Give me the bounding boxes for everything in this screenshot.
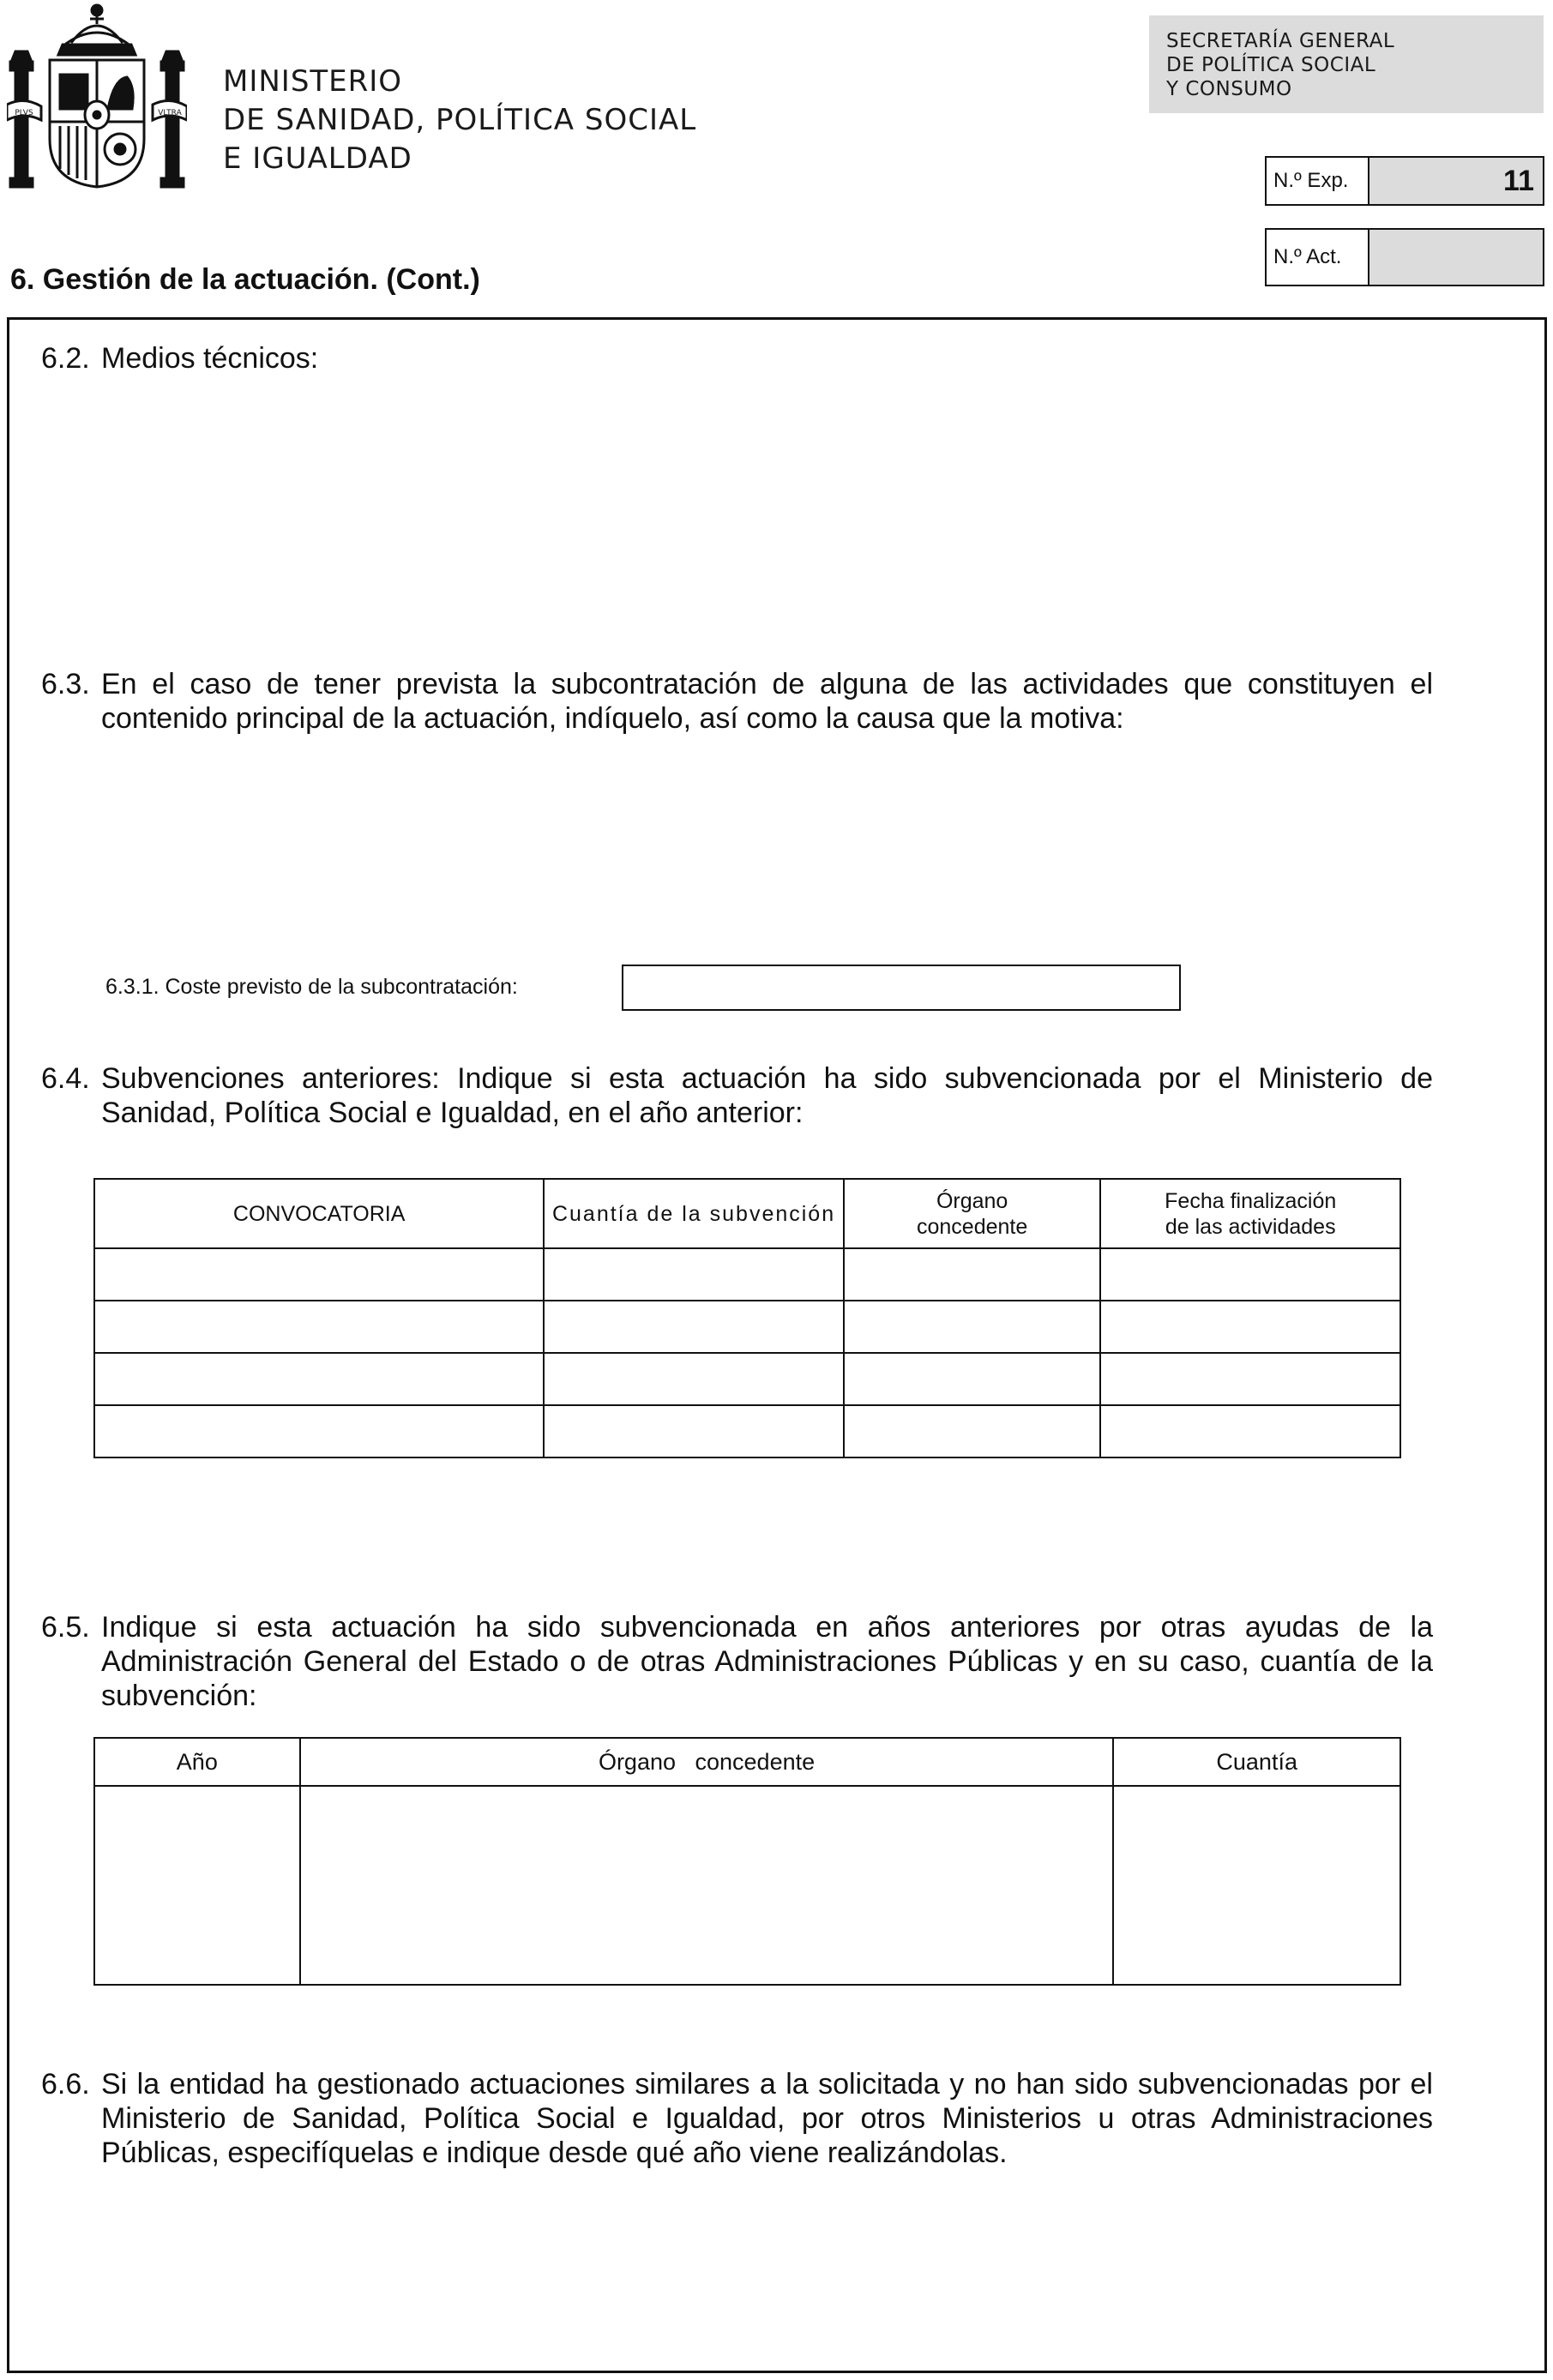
expediente-box	[1265, 156, 1544, 206]
table-cell[interactable]	[544, 1405, 844, 1457]
secretaria-line: DE POLÍTICA SOCIAL	[1166, 54, 1376, 76]
table-cell[interactable]	[1113, 1786, 1400, 1985]
question-number: 6.4.	[41, 1062, 90, 1095]
otras-ayudas-table	[93, 1737, 1401, 1986]
secretaria-line: Y CONSUMO	[1166, 78, 1292, 100]
fecha-header-line: de las actividades	[1165, 1214, 1336, 1239]
table-row	[94, 1353, 1400, 1405]
table-cell[interactable]	[844, 1353, 1101, 1405]
table-cell[interactable]	[94, 1248, 544, 1301]
actuacion-number-field[interactable]	[1368, 230, 1543, 285]
convocatoria-header: CONVOCATORIA	[94, 1179, 544, 1248]
table-cell[interactable]	[94, 1786, 300, 1985]
question-6-4	[41, 1061, 1499, 1130]
question-text: Subvenciones anteriores: Indique si esta actuación ha sido subvencionada por el Ministerio de Sanidad, Política Social e Igualdad, en el año anterior:	[101, 1062, 1433, 1129]
organo-header-line: Órgano	[936, 1188, 1008, 1213]
ano-header: Año	[94, 1738, 300, 1786]
table-cell[interactable]	[844, 1405, 1101, 1457]
coste-subcontratacion-label: 6.3.1. Coste previsto de la subcontratación:	[105, 975, 518, 999]
table-cell[interactable]	[544, 1353, 844, 1405]
table-cell[interactable]	[94, 1353, 544, 1405]
question-number: 6.5.	[41, 1611, 90, 1644]
secretaria-box	[1149, 15, 1544, 113]
question-number: 6.6.	[41, 2068, 90, 2101]
actuacion-label: N.º Act.	[1273, 245, 1342, 268]
plus-banner-text: PLVS	[15, 109, 33, 117]
fecha-header-line: Fecha finalización	[1165, 1188, 1337, 1213]
ministry-name	[223, 63, 696, 178]
ministry-line: E IGUALDAD	[223, 141, 412, 176]
table-cell[interactable]	[300, 1786, 1114, 1985]
medios-tecnicos-answer-area[interactable]	[101, 382, 1439, 656]
actuaciones-similares-answer-area[interactable]	[101, 2178, 1439, 2358]
table-row	[94, 1405, 1400, 1457]
question-text: Indique si esta actuación ha sido subvencionada en años anteriores por otras ayudas de la Administración General del Estado o de otras Administraciones Públicas y en su caso, cuantía de la subvención:	[101, 1611, 1433, 1712]
secretaria-line: SECRETARÍA GENERAL	[1166, 30, 1395, 52]
table-cell[interactable]	[94, 1405, 544, 1457]
section-title: 6. Gestión de la actuación. (Cont.)	[10, 263, 480, 296]
coat-of-arms-emblem	[7, 2, 187, 192]
table-cell[interactable]	[1100, 1301, 1400, 1353]
organo-header	[844, 1179, 1101, 1248]
cuantia-header: Cuantía de la subvención	[544, 1179, 844, 1248]
table-header-row	[94, 1179, 1400, 1248]
expediente-number[interactable]: 11	[1368, 158, 1543, 204]
question-number: 6.2.	[41, 342, 90, 375]
expediente-label: N.º Exp.	[1273, 169, 1349, 192]
ministry-line: DE SANIDAD, POLÍTICA SOCIAL	[223, 103, 697, 137]
question-text: En el caso de tener prevista la subcontratación de alguna de las actividades que constituyen el contenido principal de la actuación, indíquelo, así como la causa que la motiva:	[101, 668, 1433, 735]
actuacion-box	[1265, 228, 1544, 286]
table-cell[interactable]	[94, 1301, 544, 1353]
question-text: Medios técnicos:	[101, 342, 319, 375]
question-number: 6.3.	[41, 668, 90, 700]
question-6-5	[41, 1610, 1499, 1713]
question-6-3	[41, 667, 1499, 736]
question-6-2	[41, 341, 1499, 376]
table-cell[interactable]	[1100, 1353, 1400, 1405]
table-header-row	[94, 1738, 1400, 1786]
question-text: Si la entidad ha gestionado actuaciones similares a la solicitada y no han sido subvencionadas por el Ministerio de Sanidad, Política Social e Igualdad, por otros Ministerios u otras Administraciones Públicas, especifíquelas e indique desde qué año viene realizándolas.	[101, 2068, 1433, 2169]
table-cell[interactable]	[544, 1301, 844, 1353]
organo-concedente-header: Órgano concedente	[300, 1738, 1114, 1786]
subcontratacion-answer-area[interactable]	[101, 746, 1439, 952]
table-row	[94, 1301, 1400, 1353]
table-row	[94, 1786, 1400, 1985]
organo-header-line: concedente	[917, 1214, 1028, 1239]
subvenciones-anteriores-table	[93, 1178, 1401, 1458]
ultra-banner-text: VLTRA	[158, 109, 182, 117]
coste-subcontratacion-field[interactable]	[622, 965, 1181, 1011]
fecha-header	[1100, 1179, 1400, 1248]
table-cell[interactable]	[844, 1248, 1101, 1301]
table-cell[interactable]	[1100, 1248, 1400, 1301]
table-cell[interactable]	[544, 1248, 844, 1301]
question-6-6	[41, 2067, 1499, 2170]
table-cell[interactable]	[1100, 1405, 1400, 1457]
cuantia-header: Cuantía	[1113, 1738, 1400, 1786]
ministry-line: MINISTERIO	[223, 64, 403, 99]
table-row	[94, 1248, 1400, 1301]
table-cell[interactable]	[844, 1301, 1101, 1353]
